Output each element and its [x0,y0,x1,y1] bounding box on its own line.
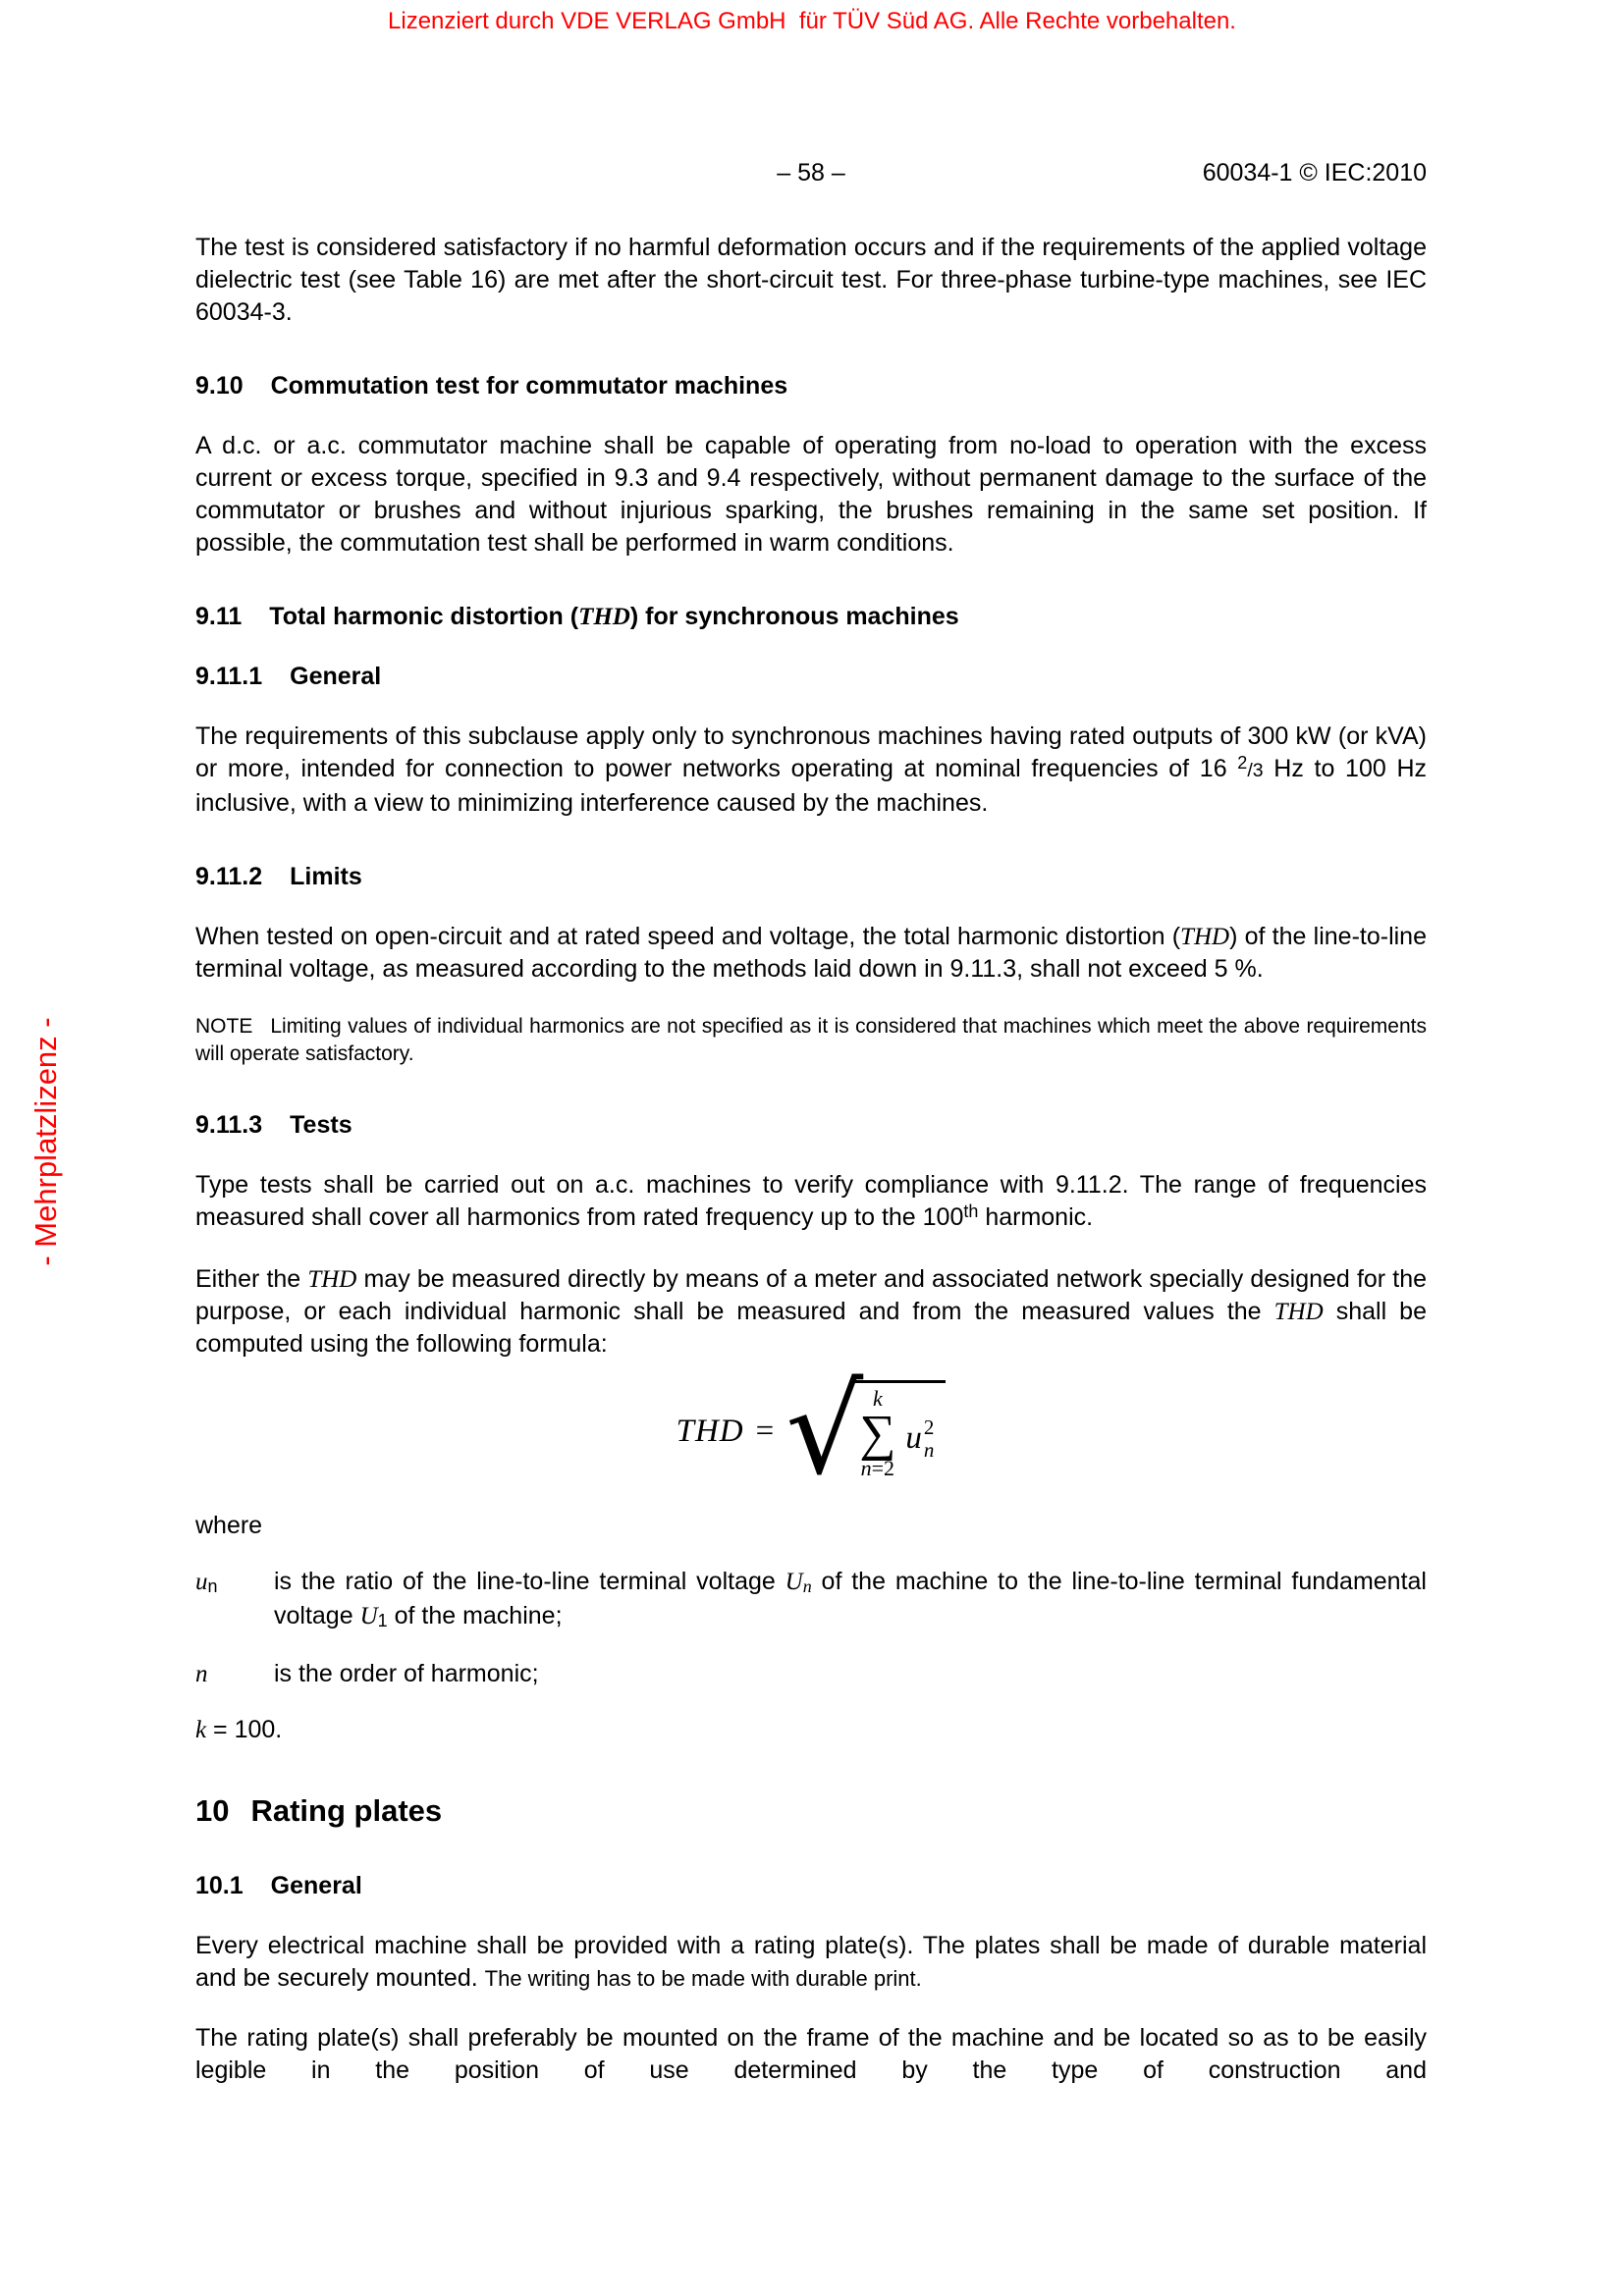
section-title: Total harmonic distortion (THD) for synchronous machines [269,603,959,630]
license-notice: Lizenziert durch VDE VERLAG GmbH für TÜV Süd AG. Alle Rechte vorbehalten. [388,8,1236,34]
section-title: General [290,663,382,690]
definition-term: un [195,1569,218,1597]
square-root [785,1361,946,1502]
section-title: Limits [290,863,362,890]
section-title: General [270,1872,362,1899]
definition-un [195,1566,1427,1634]
section-number: 9.11.2 [195,863,263,890]
definition-text: is the ratio of the line-to-line terminal voltage Un of the machine to the line-to-line terminal fundamental voltage U1 of the machine; [274,1568,1427,1631]
section-title: Rating plates [250,1793,443,1828]
section-heading-9-11-1 [195,661,1427,693]
note-9-11-2 [195,1013,1427,1068]
term-index: n [923,1437,935,1462]
section-title: Commutation test for commutator machines [270,372,788,400]
formula-lhs: THD [676,1413,744,1449]
paragraph-10-1-a: Every electrical machine shall be provided with a rating plate(s). The plates shall be made of durable material and be securely mounted. The writing has to be made with durable print. [195,1932,1427,1992]
summand-term [905,1416,934,1460]
paragraph-9-11-3-b: Either the THD may be measured directly by means of a meter and associated network specially designed for the purpose, or each individual harmonic shall be measured and from the measured values the THD shall be computed using the following formula: [195,1265,1427,1358]
radicand [855,1380,946,1482]
definition-text: is the order of harmonic; [274,1660,539,1687]
section-number: 9.11.1 [195,663,263,690]
section-heading-10-1 [195,1870,1427,1902]
document-body [195,232,1427,2087]
running-header [195,157,1427,189]
section-heading-9-11-3 [195,1109,1427,1142]
chapter-heading-10 [195,1793,1427,1829]
definition-term: n [195,1661,208,1687]
where-intro: where [195,1512,263,1539]
formula-equals: = [755,1413,775,1449]
definition-text: k = 100. [195,1716,283,1743]
radical-icon: √ [785,1361,864,1502]
section-heading-9-11-2 [195,861,1427,893]
section-number: 10.1 [195,1872,244,1899]
note-text: Limiting values of individual harmonics are not specified as it is considered that machines which meet the above requirements will operate satisfactory. [195,1015,1427,1065]
document-reference: 60034-1 © IEC:2010 [1202,159,1427,187]
side-watermark-text: - Mehrplatzlizenz - [28,1017,63,1266]
page-number: – 58 – [777,159,845,187]
paragraph-10-1-b: The rating plate(s) shall preferably be mounted on the frame of the machine and be located so as to be easily legible in the position of use determined by the type of construction and [195,2024,1427,2084]
section-heading-9-11 [195,601,1427,633]
summation-lower-limit: n=2 [860,1456,895,1481]
note-label: NOTE [195,1015,253,1038]
summation [859,1385,896,1481]
section-number: 9.11 [195,603,243,630]
definition-n [195,1658,1427,1690]
paragraph-intro: The test is considered satisfactory if no harmful deformation occurs and if the requirements of the applied voltage dielectric test (see Table 16) are met after the short-circuit test. For three-phase turbine-type machines, see IEC 60034-3. [195,234,1427,326]
term-exponent: 2 [923,1415,935,1440]
definition-k [195,1714,1427,1746]
thd-formula [195,1361,1427,1502]
section-number: 9.11.3 [195,1111,263,1139]
section-number: 10 [195,1793,230,1828]
section-number: 9.10 [195,372,244,400]
paragraph-9-10: A d.c. or a.c. commutator machine shall be capable of operating from no-load to operation with the excess current or excess torque, specified in 9.3 and 9.4 respectively, without permanent damage to the surface of the commutator or brushes and without injurious sparking, the brushes remaining in the same set position. If possible, the commutation test shall be performed in warm conditions. [195,432,1427,557]
term-base: u [905,1420,922,1456]
paragraph-9-11-1: The requirements of this subclause apply only to synchronous machines having rated outputs of 300 kW (or kVA) or more, intended for connection to power networks operating at nominal frequencies of 16 $^2$/3 Hz to 100 Hz inclusive, with a view to minimizing interference caused by the machines. [195,722,1427,817]
section-heading-9-10 [195,370,1427,402]
summation-upper-limit: k [872,1385,883,1411]
paragraph-9-11-2: When tested on open-circuit and at rated speed and voltage, the total harmonic distortion (THD) of the line-to-line terminal voltage, as measured according to the methods laid down in 9.11.3, shall not exceed 5 %. [195,923,1427,983]
paragraph-9-11-3-a: Type tests shall be carried out on a.c. machines to verify compliance with 9.11.2. The range of frequencies measured shall cover all harmonics from rated frequency up to the 100th harmonic. [195,1171,1427,1231]
section-title: Tests [290,1111,352,1139]
sigma-icon: ∑ [859,1405,896,1462]
